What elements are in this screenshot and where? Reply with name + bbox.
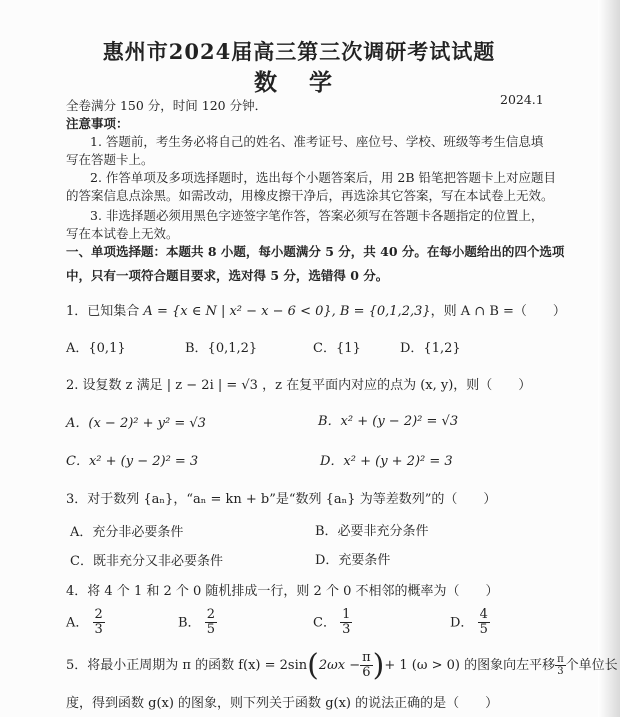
- question-4-option-b-fraction: [205, 608, 217, 638]
- note-2a: 2. 作答单项及多项选择题时，选出每个小题答案后，用 2B 铅笔把答题卡上对应题目: [90, 170, 556, 185]
- close-paren-glyph: ): [372, 648, 385, 683]
- fraction-denominator: 6: [362, 665, 371, 680]
- question-5-pi-fraction: [360, 651, 373, 681]
- note-1b: 写在答题卡上。: [66, 152, 154, 167]
- question-4-option-b-label: B．: [178, 615, 201, 631]
- question-4-option-c: [313, 608, 352, 638]
- question-4-option-a-label: A．: [66, 615, 89, 631]
- question-4-option-d: [450, 608, 490, 638]
- question-1-pre: 已知集合: [87, 304, 144, 319]
- question-3-option-a: A．充分非必要条件: [70, 525, 184, 540]
- question-4-option-c-label: C．: [313, 615, 336, 631]
- note-3b: 写在本试卷上无效。: [66, 226, 179, 241]
- note-2b: 的答案信息点涂黑。如需改动，用橡皮擦干净后，再选涂其它答案，写在本试卷上无效。: [66, 188, 554, 203]
- question-2-option-c: C．x² + (y − 2)² = 3: [66, 454, 199, 469]
- question-4-stem: 4．将 4 个 1 和 2 个 0 随机排成一行，则 2 个 0 不相邻的概率为（ ）: [66, 584, 499, 599]
- note-1a: 1. 答题前，考生务必将自己的姓名、准考证号、座位号、学校、班级等考生信息填: [90, 134, 544, 149]
- exam-info: 全卷满分 150 分，时间 120 分钟．: [66, 98, 268, 113]
- section-title-line1: 一、单项选择题：本题共 8 小题，每小题满分 5 分，共 40 分。在每小题给出的四个选项: [66, 244, 565, 259]
- notes-heading: 注意事项：: [66, 116, 129, 131]
- open-paren-glyph: (: [307, 648, 319, 683]
- fraction-denominator: 3: [94, 622, 103, 638]
- note-3a: 3. 非选择题必须用黑色字迹签字笔作答，答案必须写在答题卡各题指定的位置上，: [90, 208, 544, 223]
- exam-date: 2024.1: [500, 92, 544, 107]
- fraction-numerator: 2: [94, 607, 103, 622]
- question-5-stem-line2: 度，得到函数 g(x) 的图象，则下列关于函数 g(x) 的说法正确的是（ ）: [66, 696, 499, 711]
- question-1-set-a: A = {x ∈ N | x² − x − 6 < 0}: [143, 304, 332, 319]
- question-1-set-b: , B = {0,1,2,3}: [331, 304, 431, 319]
- question-5-inner: 2ωx −: [318, 658, 361, 673]
- question-4-option-d-fraction: [478, 608, 490, 638]
- question-3-option-d: D．充要条件: [315, 553, 391, 568]
- fraction-numerator: π: [557, 654, 564, 665]
- fraction-denominator: 3: [557, 666, 564, 677]
- fraction-numerator: 2: [206, 607, 215, 622]
- fraction-denominator: 3: [342, 622, 351, 638]
- fraction-numerator: π: [362, 649, 371, 665]
- question-1-number: 1．: [66, 304, 88, 319]
- question-4-option-c-fraction: [340, 608, 352, 638]
- section-title-line2: 中，只有一项符合题目要求，选对得 5 分，选错得 0 分。: [66, 268, 389, 283]
- fraction-numerator: 1: [342, 607, 351, 622]
- question-4-option-a-fraction: [93, 608, 105, 638]
- question-2-option-d: D．x² + (y + 2)² = 3: [320, 454, 453, 469]
- question-1-option-c: C．{1}: [313, 341, 361, 356]
- question-1-post: ，则 A ∩ B =（ ）: [430, 304, 566, 319]
- exam-title: 惠州市2024届高三第三次调研考试试题: [102, 39, 496, 64]
- question-5-pre: 5．将最小正周期为 π 的函数 f(x) = 2sin: [66, 658, 308, 673]
- question-5-shift-fraction: [555, 654, 566, 677]
- page-edge-shadow: [598, 0, 620, 717]
- question-1-option-d: D．{1,2}: [400, 341, 461, 356]
- question-5-post: + 1 (ω > 0) 的图象向左平移: [384, 658, 556, 673]
- question-3-option-b: B．必要非充分条件: [315, 524, 429, 539]
- question-4-option-b: [178, 608, 217, 638]
- question-1-option-b: B．{0,1,2}: [185, 341, 258, 356]
- fraction-denominator: 5: [479, 622, 488, 638]
- exam-subject: 数 学: [253, 69, 344, 96]
- question-5-tail: 个单位长: [565, 658, 618, 673]
- question-2-stem: 2. 设复数 z 满足 | z − 2i | = √3 ，z 在复平面内对应的点为 (x, y)，则（ ）: [66, 378, 532, 393]
- question-3-stem: 3．对于数列 {aₙ}，“aₙ = kn + b”是“数列 {aₙ} 为等差数列”的（ ）: [66, 492, 497, 507]
- question-1-stem: [66, 300, 566, 319]
- question-2-option-b: B．x² + (y − 2)² = √3: [318, 414, 459, 429]
- question-2-option-a: A．(x − 2)² + y² = √3: [66, 416, 206, 431]
- question-3-option-c: C．既非充分又非必要条件: [70, 554, 223, 569]
- fraction-numerator: 4: [479, 607, 488, 622]
- fraction-denominator: 5: [206, 622, 215, 638]
- question-1-option-a: A．{0,1}: [66, 341, 126, 356]
- question-5-stem-line1: [66, 648, 618, 683]
- question-4-option-a: [66, 608, 105, 638]
- question-4-option-d-label: D．: [450, 615, 474, 631]
